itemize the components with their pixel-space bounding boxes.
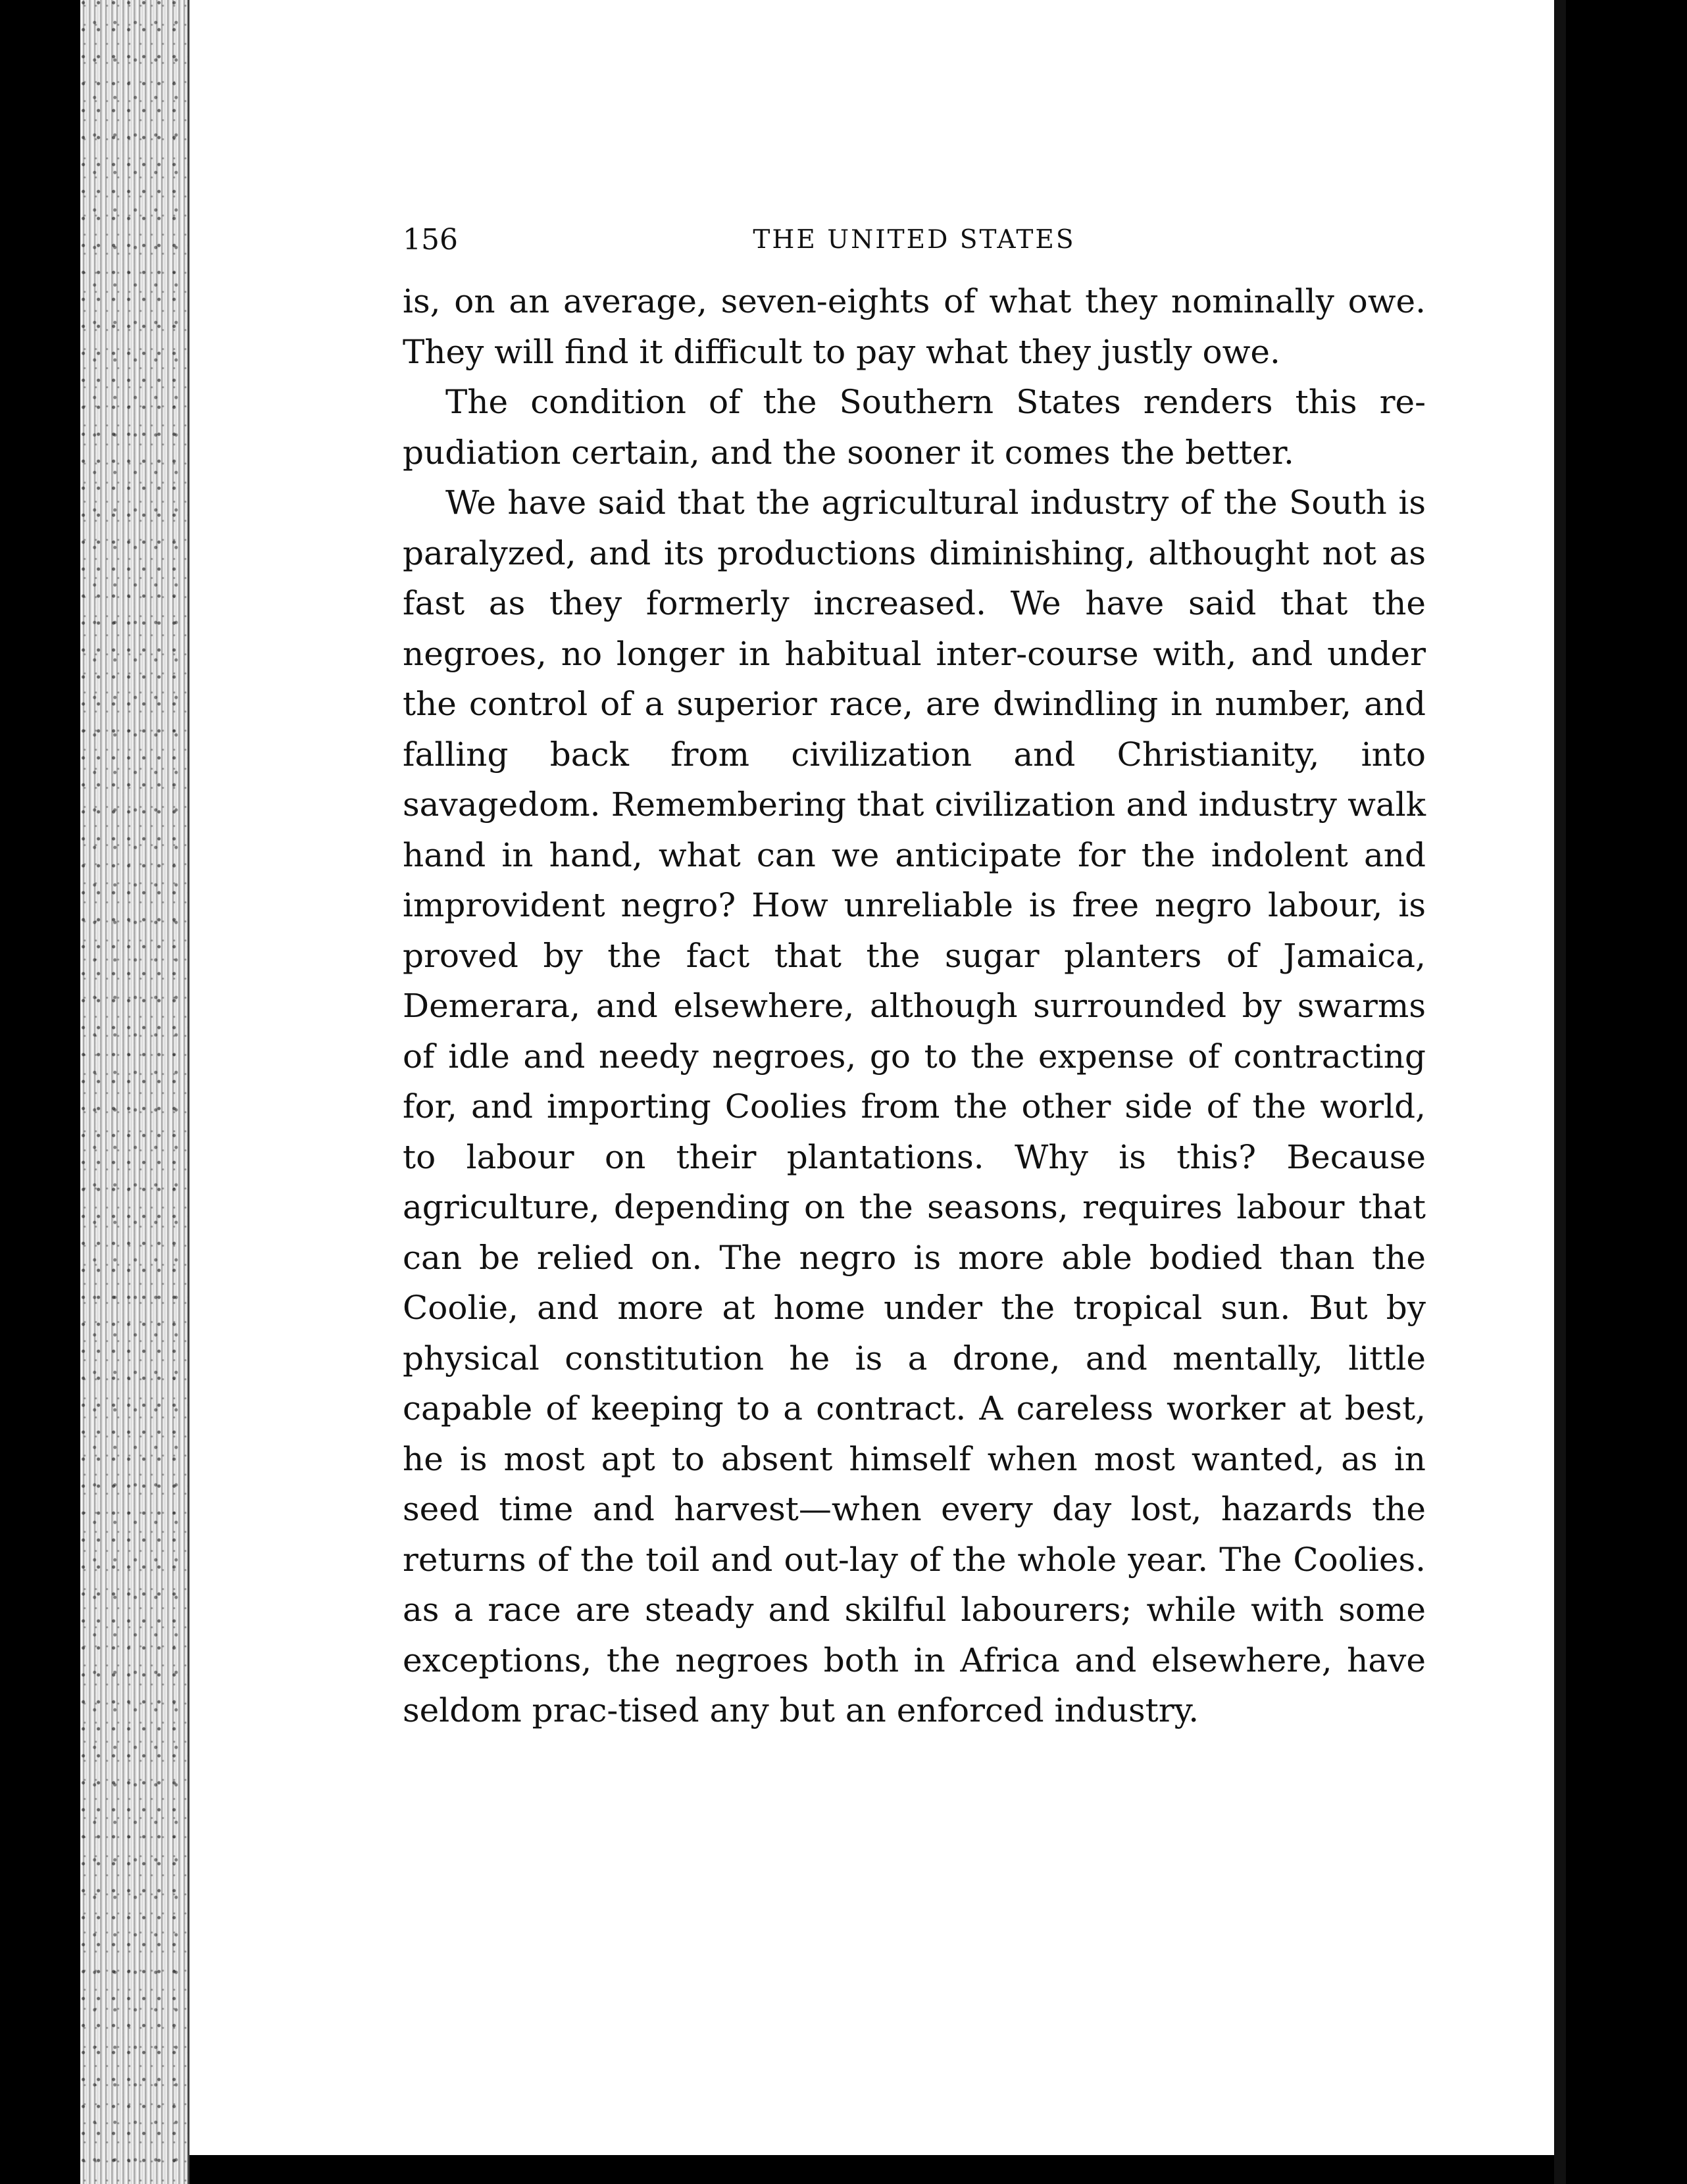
scan-border-bottom — [189, 2155, 1554, 2184]
paragraph-2: The condition of the Southern States renders this re-pudiation certain, and the sooner it comes the better. — [403, 383, 1426, 472]
body-text — [403, 276, 1426, 1736]
paragraph-3: We have said that the agricultural industry of the South is paralyzed, and its productions diminishing, althought not as fast as they formerly increased. We have said that the negroes, no longer in habitual inter-course with, and under the control of a superior race, are dwindling in number, and falling back from civilization and Christianity, into savagedom. Remembering that civilization and industry walk hand in hand, what can we anticipate for the indolent and improvident negro? How unreliable is free negro labour, is proved by the fact that the sugar planters of Jamaica, Demerara, and elsewhere, although surrounded by swarms of idle and needy negroes, go to the expense of contracting for, and importing Coolies from the other side of the world, to labour on their plantations. Why is this? Because agriculture, depending on the seasons, requires labour that can be relied on. The negro is more able bodied than the Coolie, and more at home under the tropical sun. But by physical constitution he is a drone, and mentally, little capable of keeping to a contract. A careless worker at best, he is most apt to absent himself when most wanted, as in seed time and harvest—when every day lost, hazards the returns of the toil and out-lay of the whole year. The Coolies. as a race are steady and skilful labourers; while with some exceptions, the negroes both in Africa and elsewhere, have seldom prac-tised any but an enforced industry. — [403, 484, 1426, 1729]
running-head-title: THE UNITED STATES — [753, 225, 1076, 255]
right-edge-strip — [1554, 0, 1566, 2184]
scan-border-right — [1566, 0, 1687, 2184]
running-head — [403, 217, 1426, 263]
text-block — [403, 217, 1426, 1736]
page-number: 156 — [403, 223, 458, 257]
paragraph-1: is, on an average, seven-eights of what they nominally owe. They will find it difficult to pay what they justly owe. — [403, 282, 1426, 371]
page-edge-texture — [80, 0, 189, 2184]
